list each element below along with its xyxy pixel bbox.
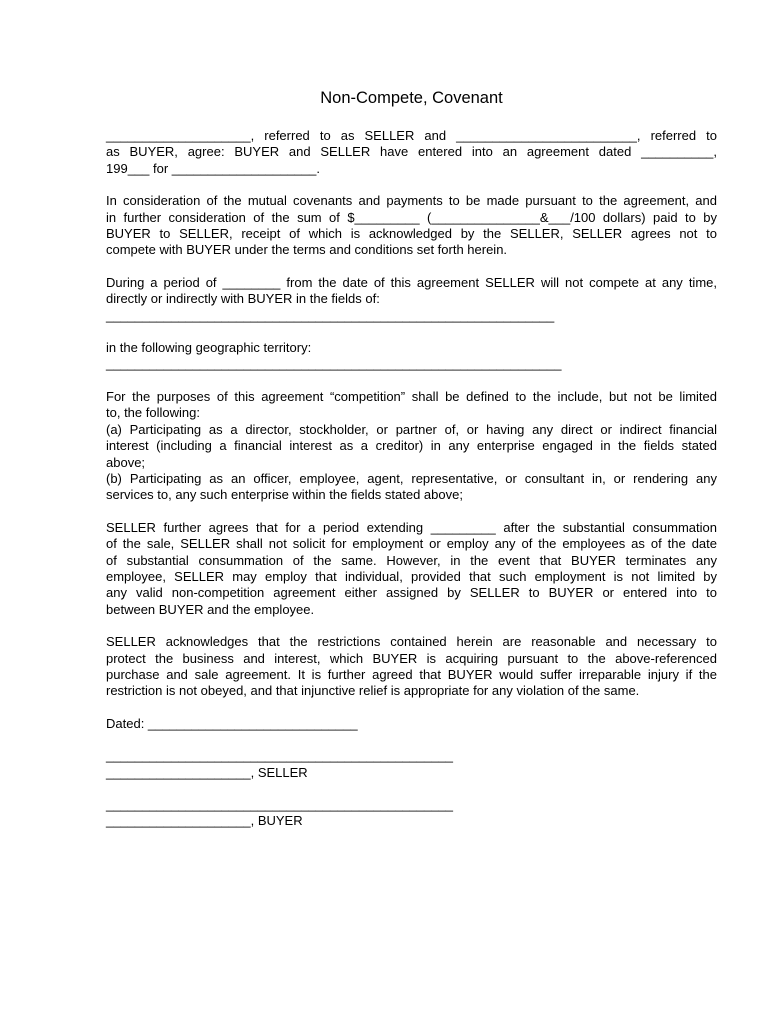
buyer-signature-line: ________________________________________________ [106,797,454,812]
text-line: of substantial consummation of the same. However, in the event that BUYER terminates any [106,552,717,568]
buyer-name-line: ____________________, BUYER [106,813,303,829]
consideration-paragraph [106,193,717,259]
text-line: purchase and sale agreement. It is further agreed that BUYER would suffer irreparable injury if the [106,666,717,682]
text-line: as BUYER, agree: BUYER and SELLER have entered into an agreement dated __________, [106,144,717,160]
seller-signature-line: ________________________________________________ [106,748,454,764]
text-line: In consideration of the mutual covenants and payments to be made pursuant to the agreement, and [106,193,717,209]
text-line: any valid non-competition agreement either assigned by SELLER to BUYER or entered into to [106,585,717,601]
text-line: employee, SELLER may employ that individual, provided that such employment is not limited by [106,568,717,584]
text-line: (a) Participating as a director, stockholder, or partner of, or having any direct or indirect financial [106,421,717,437]
seller-signature-block [106,748,717,781]
text-line: SELLER acknowledges that the restrictions contained herein are reasonable and necessary to [106,634,717,650]
text-line: protect the business and interest, which BUYER is acquiring pursuant to the above-referenced [106,650,717,666]
text-line: (b) Participating as an officer, employee, agent, representative, or consultant in, or rendering any [106,470,717,486]
text-line: interest (including a financial interest as a creditor) in any enterprise engaged in the fields stated [106,438,717,454]
buyer-signature-block [106,797,717,830]
text-line: restriction is not obeyed, and that injunctive relief is appropriate for any violation of the same. [106,683,640,699]
acknowledgement-paragraph [106,634,717,700]
text-line: in the following geographic territory: [106,340,312,356]
text-line: ____________________, referred to as SELLER and _________________________, referred to [106,128,717,143]
text-line: SELLER further agrees that for a period extending _________ after the substantial consummation [106,519,717,535]
text-line: During a period of ________ from the date of this agreement SELLER will not compete at any time, [106,274,717,290]
dated-field: Dated: _____________________________ [106,715,358,731]
text-line: compete with BUYER under the terms and conditions set forth herein. [106,242,508,258]
territory-paragraph [106,340,717,373]
text-line: above; [106,454,146,470]
period-paragraph [106,275,717,324]
text-line: services to, any such enterprise within the fields stated above; [106,487,463,503]
text-line: For the purposes of this agreement “competition” shall be defined to the include, but not be limited [106,388,717,404]
text-line: in further consideration of the sum of $_________ (_______________&___/100 dollars) paid to by [106,209,717,225]
text-line: to, the following: [106,405,200,421]
text-line: 199___ for ____________________. [106,160,320,176]
document-page [106,88,717,846]
seller-name-line: ____________________, SELLER [106,764,308,780]
text-line: directly or indirectly with BUYER in the fields of: [106,291,380,307]
non-solicit-paragraph [106,520,717,618]
text-line: of the sale, SELLER shall not solicit for employment or employ any of the employees as of the date [106,536,717,552]
text-line: between BUYER and the employee. [106,601,315,617]
competition-definition-paragraph [106,389,717,504]
text-line: BUYER to SELLER, receipt of which is acknowledged by the SELLER, SELLER agrees not to [106,226,717,242]
document-title: Non-Compete, Covenant [320,89,503,107]
parties-paragraph [106,128,717,177]
fields-blank-line: ______________________________________________________________ [106,307,555,323]
dated-line [106,716,717,732]
territory-blank-line: _______________________________________________________________ [106,356,562,372]
